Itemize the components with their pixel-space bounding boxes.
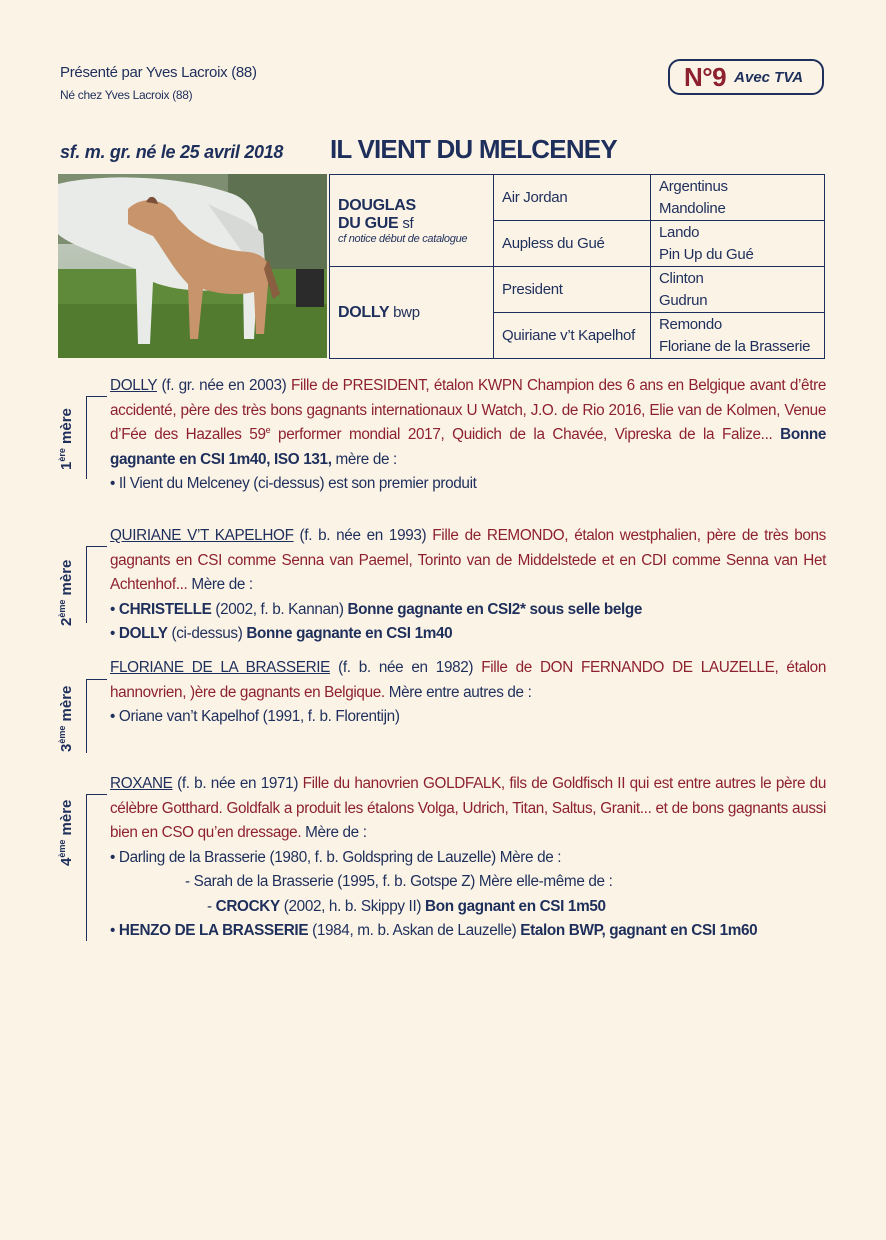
ggp-gudrun: Gudrun [659, 291, 708, 309]
first-dam-perf: Bonne gagnante en CSI 1m40, ISO 131, [110, 426, 826, 468]
sire-studbook: sf [402, 214, 414, 232]
label-first-dam: 1ère mère [57, 408, 75, 470]
sire-sire: Air Jordan [494, 175, 651, 221]
section-third-dam [110, 656, 826, 730]
label-fourth-dam: 4ème mère [57, 799, 75, 866]
ggp-argentinus: Argentinus [659, 177, 728, 195]
horse-photo [58, 174, 327, 358]
lot-number: N°9 [684, 61, 727, 92]
ggp-cell-4 [651, 313, 825, 359]
sire-name-line1: DOUGLAS [338, 196, 416, 214]
second-dam-offspring-1: • CHRISTELLE (2002, f. b. Kannan) Bonne gagnante en CSI2* sous selle belge [110, 600, 643, 618]
third-dam-mother-of: Mère entre autres de : [384, 683, 532, 701]
ggp-clinton: Clinton [659, 269, 704, 287]
horse-subtitle: sf. m. gr. né le 25 avril 2018 [60, 142, 284, 162]
sire-name-line2: DU GUE [338, 214, 399, 232]
fourth-dam-name: ROXANE [110, 775, 173, 792]
mare-and-foal-image [58, 174, 327, 358]
sire-note: cf notice début de catalogue [338, 232, 468, 245]
dam-studbook: bwp [393, 303, 420, 321]
third-dam-info: (f. b. née en 1982) [330, 659, 482, 676]
section-fourth-dam [110, 772, 826, 944]
ggp-cell-1 [651, 175, 825, 221]
second-dam-mother-of: Mère de : [187, 576, 253, 593]
fourth-dam-offspring-2: • HENZO DE LA BRASSERIE (1984, m. b. Askan de Lauzelle) Etalon BWP, gagnant en CSI 1m60 [110, 922, 758, 939]
label-third-dam: 3ème mère [57, 685, 75, 752]
bracket-first-dam [86, 396, 107, 479]
pedigree-table [329, 174, 825, 359]
dam-sire: President [494, 267, 651, 313]
tva-label: Avec TVA [734, 68, 804, 86]
second-dam-info: (f. b. née en 1993) [293, 527, 433, 544]
fourth-dam-mother-of: Mère de : [301, 824, 367, 841]
ggp-cell-3 [651, 267, 825, 313]
first-dam-offspring-1: • Il Vient du Melceney (ci-dessus) est son premier produit [110, 475, 477, 492]
horse-name: IL VIENT DU MELCENEY [330, 134, 617, 164]
bracket-second-dam [86, 546, 107, 623]
dam-name: DOLLY [338, 303, 390, 321]
second-dam-offspring-2: • DOLLY (ci-dessus) Bonne gagnante en CSI 1m40 [110, 625, 453, 642]
third-dam-name: FLORIANE DE LA BRASSERIE [110, 659, 331, 676]
bracket-third-dam [86, 679, 107, 753]
third-dam-desc: Fille de DON FERNANDO DE LAUZELLE, étalon hannovrien, )ère de gagnants en Belgique. [110, 659, 826, 701]
section-first-dam [110, 374, 826, 497]
fourth-dam-great-grand-offspring-1: - CROCKY (2002, h. b. Skippy II) Bon gagnant en CSI 1m50 [207, 897, 606, 915]
dam-dam: Quiriane v’t Kapelhof [494, 313, 651, 359]
ggp-lando: Lando [659, 223, 700, 241]
fourth-dam-offspring-1: • Darling de la Brasserie (1980, f. b. Goldspring de Lauzelle) Mère de : [110, 848, 562, 866]
first-dam-mother-of: mère de : [331, 450, 397, 468]
first-dam-info: (f. gr. née en 2003) [157, 377, 291, 394]
sire-dam: Aupless du Gué [494, 221, 651, 267]
section-second-dam [110, 524, 826, 647]
lot-number-badge [668, 59, 824, 95]
first-dam-desc: Fille de PRESIDENT, étalon KWPN Champion des 6 ans en Belgique avant d’être accidenté, père des très bons gagnants internationaux U Watch, J.O. de Rio 2016, Elie van de Kolmen, Venue d’Fée des Hazalles 59e performer mondial 2017, Quidich de la Chavée, Vipreska de la Falize... [110, 377, 827, 443]
second-dam-desc: Fille de REMONDO, étalon westphalien, père de très bons gagnants en CSI comme Senna van Paemel, Torinto van de Middelstede et en CDI comme Senna van Het Achtenhof... [110, 527, 826, 593]
dam-cell [330, 267, 494, 359]
ggp-cell-2 [651, 221, 825, 267]
second-dam-name: QUIRIANE V’T KAPELHOF [110, 527, 294, 544]
presenter-line: Présenté par Yves Lacroix (88) [60, 64, 257, 81]
ggp-pin-up: Pin Up du Gué [659, 245, 754, 263]
ggp-floriane: Floriane de la Brasserie [659, 337, 811, 355]
ggp-mandoline: Mandoline [659, 199, 726, 217]
fourth-dam-info: (f. b. née en 1971) [172, 775, 303, 792]
fourth-dam-desc: Fille du hanovrien GOLDFALK, fils de Goldfisch II qui est entre autres le père du célèbre Gotthard. Goldfalk a produit les étalons Volga, Udrich, Titan, Saltus, Granit... et de bons gagnants aussi bien en CSO qu’en dressage. [110, 775, 826, 841]
sire-cell [330, 175, 494, 267]
third-dam-offspring-1: • Oriane van’t Kapelhof (1991, f. b. Florentijn) [110, 708, 400, 725]
breeder-line: Né chez Yves Lacroix (88) [60, 88, 193, 102]
first-dam-name: DOLLY [110, 377, 158, 394]
ggp-remondo: Remondo [659, 315, 722, 333]
label-second-dam: 2ème mère [57, 559, 75, 626]
fourth-dam-grand-offspring-1: - Sarah de la Brasserie (1995, f. b. Gotspe Z) Mère elle-même de : [185, 873, 613, 890]
bracket-fourth-dam [86, 794, 107, 941]
